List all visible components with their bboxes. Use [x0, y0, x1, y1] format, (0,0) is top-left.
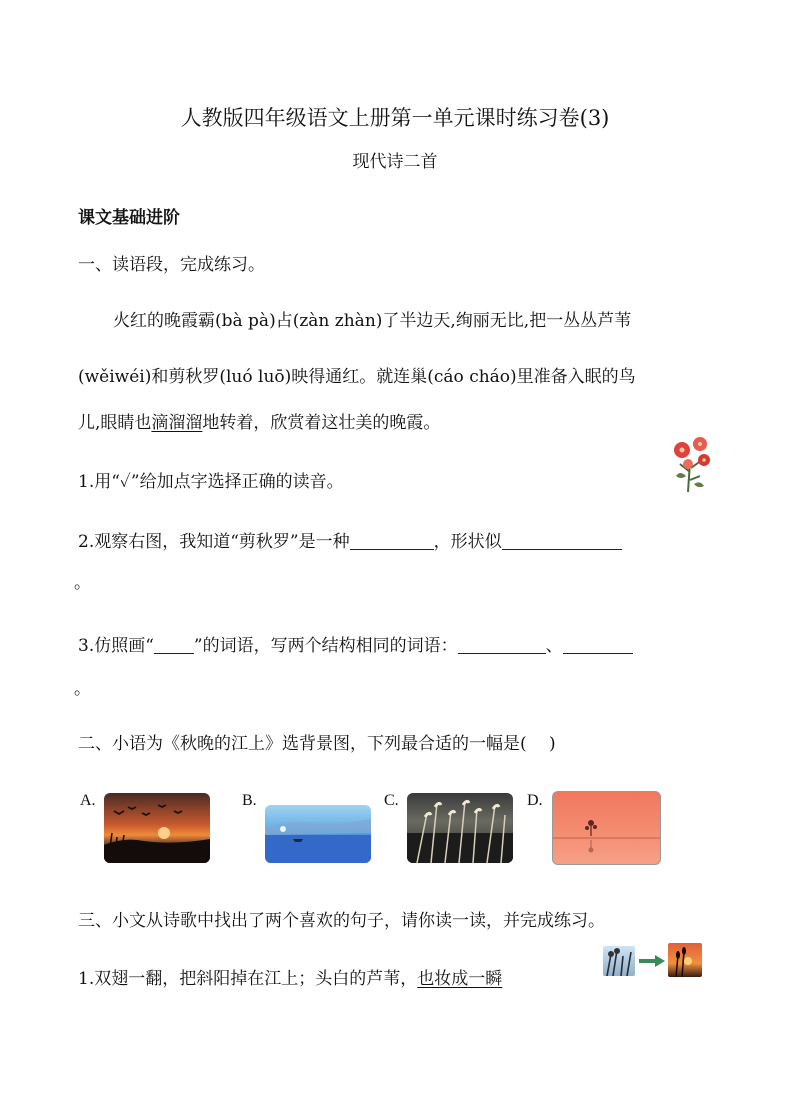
- answer-blank-4[interactable]: [563, 635, 633, 654]
- underlined-phrase: 也妆成一瞬: [417, 969, 503, 989]
- question-3-sub-1: [78, 964, 502, 989]
- option-b-label: B.: [242, 792, 257, 809]
- example-underline: [154, 635, 194, 654]
- option-d-image[interactable]: [552, 791, 661, 865]
- answer-blank-2[interactable]: [502, 531, 622, 550]
- question-1-sub-2: [78, 527, 622, 552]
- underlined-word: 滴溜溜: [151, 413, 203, 433]
- option-a-image[interactable]: [104, 793, 210, 863]
- blue-lake-boat-icon: [265, 805, 371, 863]
- answer-blank-1[interactable]: [350, 531, 434, 550]
- sunset-reeds-small-image: [668, 943, 702, 977]
- section-heading-basic: 课文基础进阶: [78, 208, 180, 228]
- passage-line-3: [78, 408, 440, 433]
- sunset-birds-icon: [104, 793, 210, 863]
- reeds-small-icon: [603, 946, 635, 976]
- page-title: 人教版四年级语文上册第一单元课时练习卷(3): [180, 106, 610, 130]
- sub-3-end-mark: 。: [74, 679, 91, 699]
- red-flower-reflection-icon: [553, 792, 660, 864]
- passage-line-3-end: 地转着，欣赏着这壮美的晚霞。: [202, 413, 441, 433]
- passage-line-2: (wěiwéi)和剪秋罗(luó luō)映得通红。就连巢(cáo cháo)里准备入眠的鸟: [78, 367, 636, 387]
- option-a-label: A.: [80, 792, 96, 809]
- reeds-icon: [407, 793, 513, 863]
- answer-blank-3[interactable]: [458, 635, 546, 654]
- sub-2-text-b: ，形状似: [433, 532, 502, 552]
- question-1-sub-3: [78, 631, 633, 656]
- sub-3-separator: 、: [545, 636, 563, 656]
- page-subtitle: 现代诗二首: [352, 152, 438, 172]
- question-1-title: 一、读语段，完成练习。: [78, 255, 265, 275]
- sub-3-text-a: 3.仿照画“: [78, 636, 154, 656]
- option-d-label: D.: [527, 792, 543, 809]
- arrow-right-icon: [639, 955, 665, 967]
- sub-2-text-a: 2.观察右图，我知道“剪秋罗”是一种: [78, 532, 350, 552]
- passage-line-3-start: 儿,眼睛也: [78, 413, 152, 433]
- sub-3-text-b: ”的词语，写两个结构相同的词语：: [193, 636, 458, 656]
- passage-line-1: 火红的晚霞霸(bà pà)占(zàn zhàn)了半边天,绚丽无比,把一丛丛芦苇: [113, 311, 632, 331]
- question-3-title: 三、小文从诗歌中找出了两个喜欢的句子，请你读一读，并完成练习。: [78, 911, 605, 931]
- sub-1-text: 1.双翅一翻，把斜阳掉在江上；头白的芦苇，: [78, 969, 418, 989]
- option-c-image[interactable]: [407, 793, 513, 863]
- sub-2-end-mark: 。: [74, 573, 91, 593]
- sunset-reeds-small-icon: [668, 943, 702, 977]
- flower-illustration: [668, 432, 716, 494]
- option-b-image[interactable]: [265, 805, 371, 863]
- reeds-small-image: [603, 946, 635, 976]
- question-1-sub-1: 1.用“✓”给加点字选择正确的读音。: [78, 472, 344, 492]
- option-c-label: C.: [384, 792, 399, 809]
- question-2-title: 二、小语为《秋晚的江上》选背景图，下列最合适的一幅是( ): [78, 734, 556, 754]
